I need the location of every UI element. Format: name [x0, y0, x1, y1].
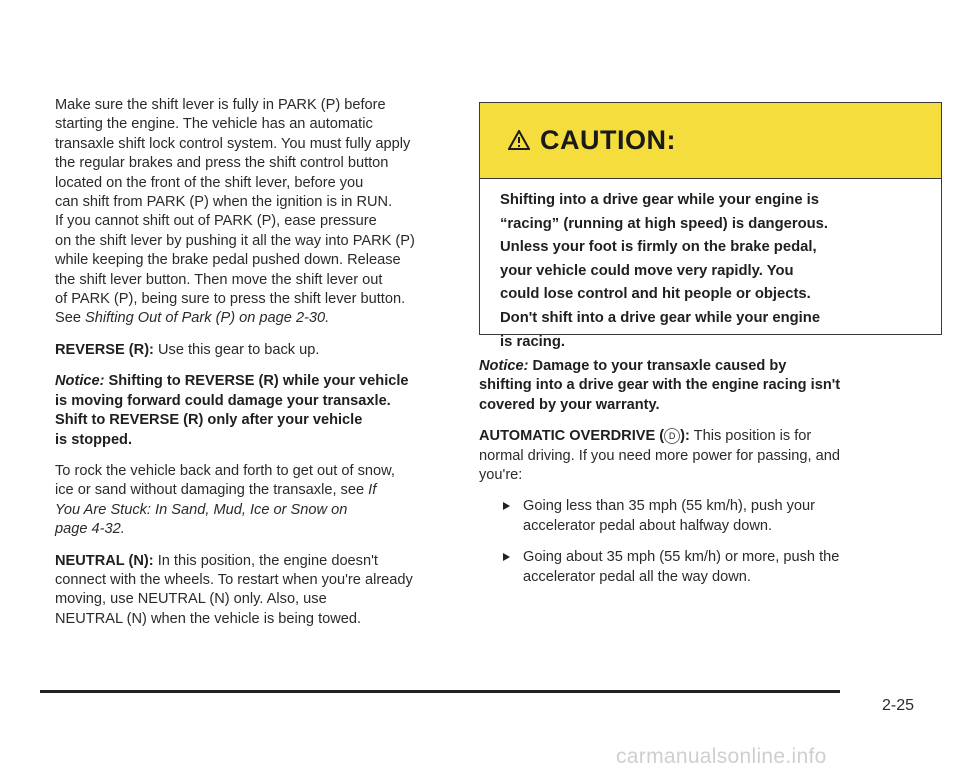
bullet-icon [503, 553, 510, 561]
reverse-notice: Notice: Shifting to REVERSE (R) while your vehicle is moving forward could damage your transaxle. Shift to REVERSE (R) only after your vehicle is stopped. [55, 373, 409, 448]
page-number: 2-25 [882, 697, 915, 714]
caution-text: Shifting into a drive gear while your engine is “racing” (running at high speed) is dangerous. Unless your foot is firmly on the brake pedal, your vehicle could move very rapidly. You could lose control and hit people or objects. Don't shift into a drive gear while your engine is racing. [500, 192, 829, 350]
overdrive-heading: AUTOMATIC OVERDRIVE ( D ): [479, 428, 690, 445]
notice-label: Notice: [55, 373, 105, 390]
neutral-heading: NEUTRAL (N): [55, 552, 154, 569]
notice-label: Notice: [479, 358, 529, 374]
list-item: Going less than 35 mph (55 km/h), push your accelerator pedal about halfway down. [523, 497, 949, 536]
warning-triangle-icon [508, 130, 530, 151]
caution-title: CAUTION: [540, 124, 676, 155]
reverse-paragraph: REVERSE (R): Use this gear to back up. [55, 341, 320, 358]
footer-rule [40, 690, 840, 693]
neutral-paragraph: NEUTRAL (N): In this position, the engine doesn't connect with the wheels. To restart when you're already moving, use NEUTRAL (N) only. Also, use NEUTRAL (N) when the vehicle is being towed. [55, 552, 413, 627]
caution-header [480, 103, 941, 179]
reverse-heading: REVERSE (R): [55, 341, 154, 358]
right-column [479, 102, 949, 599]
caution-box [479, 102, 942, 350]
park-paragraph: Make sure the shift lever is fully in PARK (P) before starting the engine. The vehicle has an automatic transaxle shift lock control system. You must fully apply the regular brakes and press the shift control button located on the front of the shift lever, before you can shift from PARK (P) when the ignition is in RUN. If you cannot shift out of PARK (P), ease pressure on the shift lever by pushing it all the way into PARK (P) while keeping the brake pedal pushed down. Release the shift lever button. Then move the shift lever out of PARK (P), being sure to press the shift lever button. See Shifting Out of Park (P) on page 2-30. [55, 97, 415, 327]
left-column [55, 96, 463, 641]
warranty-notice: Notice: Damage to your transaxle caused by shifting into a drive gear with the engine racing isn't covered by your warranty. [479, 358, 841, 413]
watermark: carmanualsonline.info [616, 745, 827, 768]
list-item: Going about 35 mph (55 km/h) or more, push the accelerator pedal all the way down. [523, 548, 949, 587]
park-page-reference: Shifting Out of Park (P) on page 2-30. [85, 310, 330, 327]
speed-list [479, 497, 949, 587]
overdrive-paragraph: AUTOMATIC OVERDRIVE ( D ): This position is for normal driving. If you need more power for passing, and you're: [479, 428, 840, 484]
rock-vehicle-paragraph: To rock the vehicle back and forth to get out of snow, ice or sand without damaging the transaxle, see If You Are Stuck: In Sand, Mud, Ice or Snow on page 4-32. [55, 462, 395, 538]
bullet-icon [503, 502, 510, 510]
drive-circle-icon: D [664, 428, 680, 444]
